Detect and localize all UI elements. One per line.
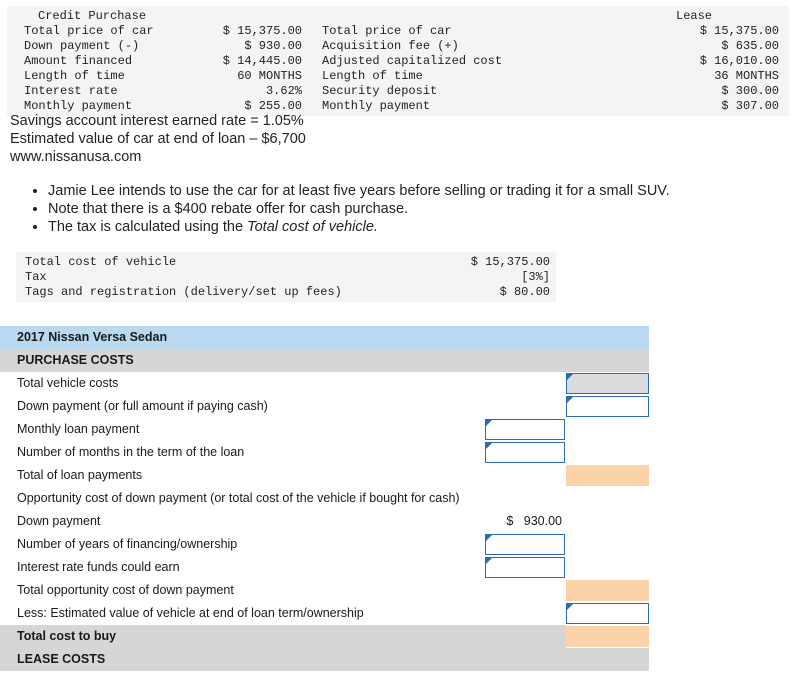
- credit-value: $ 930.00: [244, 39, 302, 53]
- tax-row-value: $ 15,375.00: [470, 255, 550, 269]
- monthly-loan-payment-input[interactable]: [485, 419, 565, 440]
- lease-value: $ 635.00: [721, 39, 779, 53]
- credit-value: 3.62%: [265, 84, 302, 98]
- website-text: www.nissanusa.com: [10, 149, 142, 165]
- credit-label: Length of time: [24, 69, 125, 83]
- credit-label: Down payment (-): [24, 39, 140, 53]
- note-item: [48, 218, 670, 236]
- number-of-months-input[interactable]: [485, 442, 565, 463]
- credit-label: Interest rate: [24, 84, 118, 98]
- lease-label: Adjusted capitalized cost: [322, 54, 503, 68]
- note-emphasis: Total cost of vehicle.: [247, 219, 378, 235]
- worksheet-title: 2017 Nissan Versa Sedan: [17, 330, 168, 344]
- lease-label: Monthly payment: [322, 99, 431, 113]
- total-loan-payments-output: [566, 465, 649, 486]
- estimated-value-input[interactable]: [566, 603, 649, 624]
- table-row: [0, 395, 649, 418]
- table-row: [0, 372, 649, 395]
- lease-value: $ 15,375.00: [699, 24, 779, 38]
- row-label: Down payment: [17, 514, 101, 528]
- input-marker-icon: [567, 604, 573, 610]
- worksheet-title-row: [0, 326, 649, 349]
- input-marker-icon: [486, 558, 492, 564]
- row-label: Less: Estimated value of vehicle at end of loan term/ownership: [17, 606, 364, 620]
- lease-costs-label: LEASE COSTS: [17, 652, 106, 666]
- down-payment-or-cash-input[interactable]: [566, 396, 649, 417]
- table-row: [0, 602, 649, 625]
- estimated-value-text: Estimated value of car at end of loan – $6,700: [10, 131, 306, 147]
- total-cost-to-buy-output: [566, 626, 649, 647]
- total-cost-to-buy-row: [0, 625, 566, 648]
- row-label: Total vehicle costs: [17, 376, 119, 390]
- row-label: Total opportunity cost of down payment: [17, 583, 234, 597]
- lease-value: $ 307.00: [721, 99, 779, 113]
- row-label: Number of months in the term of the loan: [17, 445, 245, 459]
- savings-rate-text: Savings account interest earned rate = 1.05%: [10, 113, 304, 129]
- credit-label: Amount financed: [24, 54, 133, 68]
- credit-value: $ 15,375.00: [222, 24, 302, 38]
- down-payment-value: $ 930.00: [506, 514, 562, 528]
- input-marker-icon: [486, 420, 492, 426]
- lease-label: Acquisition fee (+): [322, 39, 459, 53]
- row-label: Opportunity cost of down payment (or total cost of the vehicle if bought for cash): [17, 491, 460, 505]
- total-vehicle-costs-input[interactable]: [566, 373, 649, 394]
- credit-value: $ 255.00: [244, 99, 302, 113]
- purchase-costs-label: PURCHASE COSTS: [17, 353, 134, 367]
- lease-label: Length of time: [322, 69, 423, 83]
- credit-label: Total price of car: [24, 24, 154, 38]
- table-row: [0, 487, 649, 510]
- years-financing-input[interactable]: [485, 534, 565, 555]
- tax-row-label: Total cost of vehicle: [25, 255, 177, 269]
- notes-list: [26, 182, 670, 236]
- row-label: Interest rate funds could earn: [17, 560, 180, 574]
- lease-costs-header: [0, 648, 649, 671]
- credit-value: 60 MONTHS: [237, 69, 302, 83]
- note-item: [48, 200, 670, 218]
- row-label: Total of loan payments: [17, 468, 143, 482]
- purchase-costs-header: [0, 349, 649, 372]
- lease-value: $ 16,010.00: [699, 54, 779, 68]
- tax-row-label: Tax: [25, 270, 47, 284]
- input-marker-icon: [567, 397, 573, 403]
- row-label: Down payment (or full amount if paying cash): [17, 399, 268, 413]
- interest-rate-input[interactable]: [485, 557, 565, 578]
- input-marker-icon: [486, 535, 492, 541]
- tax-row-value: [3%]: [521, 270, 550, 284]
- input-marker-icon: [567, 374, 573, 380]
- row-label: Number of years of financing/ownership: [17, 537, 238, 551]
- total-opportunity-output: [566, 580, 649, 601]
- credit-purchase-heading: Credit Purchase: [38, 9, 147, 23]
- note-text: Jamie Lee intends to use the car for at least five years before selling or trading it for a small SUV.: [48, 183, 670, 199]
- lease-label: Total price of car: [322, 24, 452, 38]
- credit-value: $ 14,445.00: [222, 54, 302, 68]
- lease-value: 36 MONTHS: [714, 69, 779, 83]
- lease-value: $ 300.00: [721, 84, 779, 98]
- tax-row-label: Tags and registration (delivery/set up fees): [25, 285, 342, 299]
- table-row: [0, 464, 649, 487]
- note-item: [48, 182, 670, 200]
- note-text: Note that there is a $400 rebate offer for cash purchase.: [48, 201, 409, 217]
- lease-label: Security deposit: [322, 84, 438, 98]
- row-label: Total cost to buy: [17, 629, 117, 643]
- table-row: [0, 579, 649, 602]
- lease-heading: Lease: [676, 9, 713, 23]
- note-text: The tax is calculated using the: [48, 219, 248, 235]
- row-label: Monthly loan payment: [17, 422, 140, 436]
- credit-label: Monthly payment: [24, 99, 133, 113]
- tax-row-value: $ 80.00: [499, 285, 550, 299]
- input-marker-icon: [486, 443, 492, 449]
